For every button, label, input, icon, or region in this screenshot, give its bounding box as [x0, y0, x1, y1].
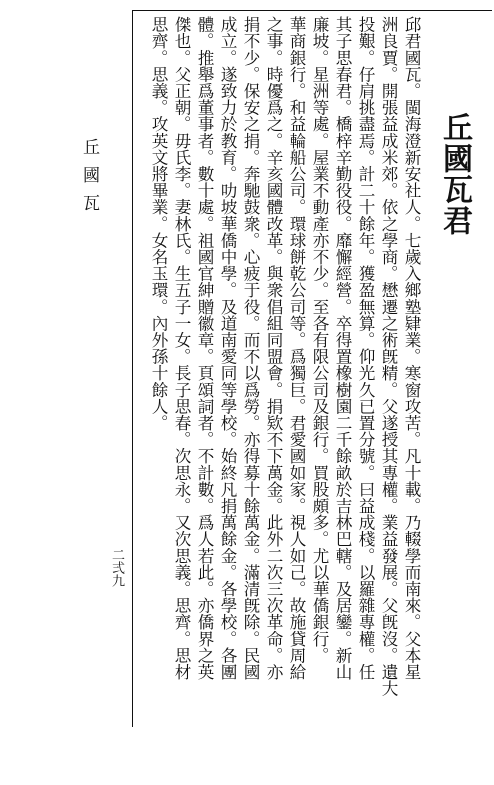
left-border-rule — [132, 10, 133, 727]
page-number: 二弍九 — [109, 548, 124, 587]
running-head: 丘國瓦 — [79, 138, 99, 222]
body-column-9: 成立。遂致力於教育。叻坡華僑中學。及道南愛同等學校。始終凡捐萬餘金。各學校。各團 — [218, 16, 237, 680]
body-column-3: 投艱。仔肩挑盡焉。計二十餘年。獲盈無算。仰光久已置分號。曰益成棧。以羅雜專權。任 — [356, 16, 375, 680]
body-column-6: 華商銀行。和益輪船公司。環球餅乾公司等。爲獨巨。君愛國如家。視人如己。故施貸周給 — [287, 16, 306, 680]
body-column-2: 洲良賈。開張益成米郊。依之學商。懋遷之術旣精。父遂授其專權。業益發展。父旣沒。遺大 — [379, 16, 398, 697]
body-column-5: 廉坡。星洲等處。屋業不動產亦不少。至各有限公司及銀行。買股頗多。尤以華僑銀行。 — [310, 16, 329, 664]
body-column-7: 之事。時優爲之。辛亥國體改革。與衆倡組同盟會。捐欵不下萬金。此外二次三次革命。亦 — [264, 16, 283, 680]
body-column-4: 其子思春君。橋梓辛勤役役。靡懈經營。卒得置橡樹園二千餘畝於吉林巴轄。及居鑾。新山 — [333, 16, 352, 680]
body-column-8: 捐不少。保安之捐。奔馳鼓衆。心疲于役。而不以爲勞。亦得募十餘萬金。滿清旣除。民國 — [241, 16, 260, 680]
body-column-12: 思齊。思義。攻英文將畢業。女名玉環。內外孫十餘人。 — [149, 16, 168, 431]
body-column-1: 邱君國瓦。閩海澄新安社人。七歲入鄉塾肄業。寒窗攻苦。凡十載。乃輟學而南來。父本星 — [402, 16, 421, 680]
body-column-10: 體。推舉爲董事者。數十處。祖國官紳贈徽章。頁頌詞者。不計數。爲人若此。亦僑界之英 — [195, 16, 214, 680]
body-column-11: 傑也。父正朝。毋氏李。妻林氏。生五子一女。長子思春。次思永。又次思義。思齊。思材 — [172, 16, 191, 680]
top-border-rule — [132, 10, 492, 11]
article-title: 丘國瓦君 — [437, 112, 472, 236]
